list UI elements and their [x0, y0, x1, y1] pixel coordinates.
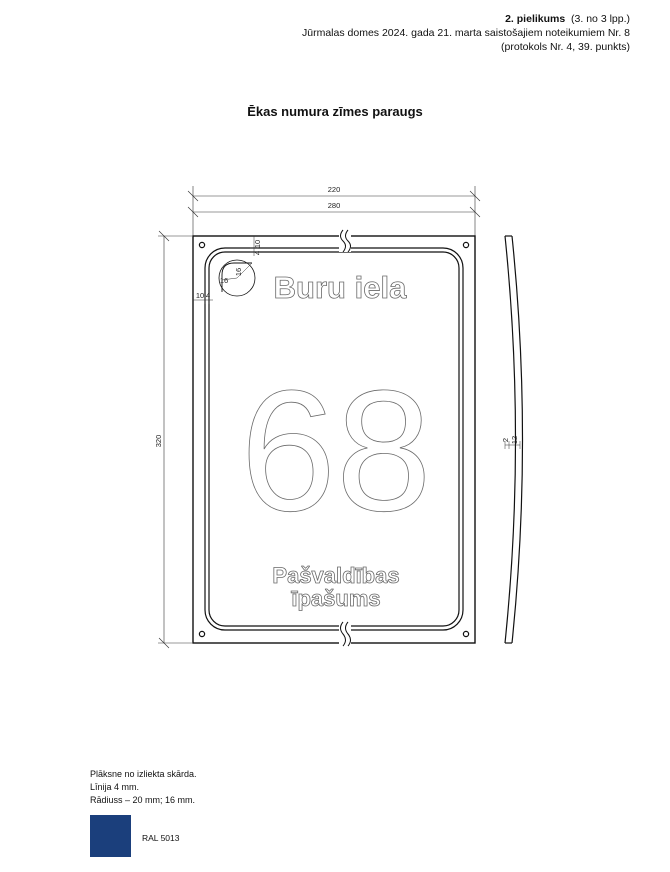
dim-side-2: 2 — [501, 437, 510, 443]
house-number: 68 — [240, 355, 432, 547]
dim-corner-10-top: 10 — [253, 239, 262, 249]
owner-line-2: īpašums — [291, 586, 381, 611]
appendix-number: 2. pielikums — [505, 13, 566, 25]
notes — [90, 768, 197, 807]
regulation-line: Jūrmalas domes 2024. gada 21. marta saistošajiem noteikumiem Nr. 8 — [302, 27, 630, 39]
owner-line-1: Pašvaldības — [272, 563, 400, 588]
note-radius: Rādiuss – 20 mm; 16 mm. — [90, 795, 196, 805]
dim-280: 280 — [327, 201, 341, 210]
dim-220: 220 — [327, 185, 341, 194]
street-name: Buru iela — [273, 270, 407, 305]
dim-corner-4-left: 4 — [205, 291, 211, 300]
height-dimension — [158, 231, 192, 648]
color-swatch — [90, 815, 131, 857]
dim-radius-16-horizontal: 16 — [219, 276, 229, 285]
page-title: Ēkas numura zīmes paraugs — [247, 104, 423, 119]
protocol-line: (protokols Nr. 4, 39. punkts) — [501, 41, 630, 53]
dim-corner-10-left: 10 — [195, 291, 205, 300]
note-material: Plāksne no izliekta skārda. — [90, 769, 197, 779]
dim-corner-4-top: 4 — [253, 250, 262, 256]
dim-radius-16-vertical: 16 — [234, 267, 243, 277]
ral-label: RAL 5013 — [142, 833, 180, 843]
dim-side-12: 12 — [510, 435, 519, 445]
note-line: Līnija 4 mm. — [90, 782, 140, 792]
dim-320: 320 — [154, 434, 163, 448]
appendix-page: (3. no 3 lpp.) — [571, 13, 630, 25]
